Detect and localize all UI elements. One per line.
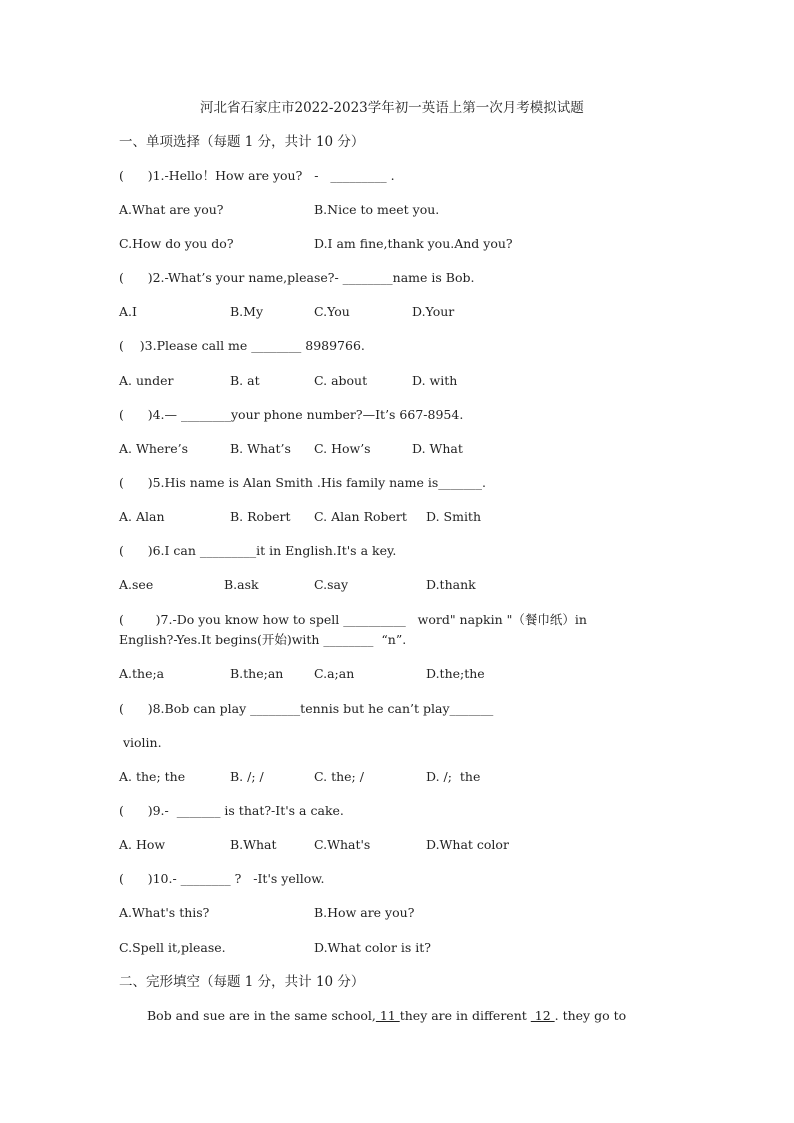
question-6-stem: ( )6.I can _________it in English.It's a key.	[119, 543, 397, 558]
question-7-stem-line2: English?-Yes.It begins(开始)with ________ “n”.	[119, 632, 407, 647]
question-4-stem: ( )4.— ________your phone number?—It’s 667-8954.	[119, 407, 464, 422]
question-3-stem: ( )3.Please call me ________ 8989766.	[119, 338, 365, 353]
exam-title: 河北省石家庄市2022-2023学年初一英语上第一次月考模拟试题	[200, 100, 584, 116]
question-2-option-c[interactable]: C.You	[314, 304, 350, 319]
section-1-heading: 一、单项选择（每题 1 分，共计 10 分）	[119, 134, 365, 150]
question-5-option-d[interactable]: D. Smith	[426, 509, 482, 524]
question-2-option-b[interactable]: B.My	[230, 304, 264, 319]
question-9-option-d[interactable]: D.What color	[426, 837, 509, 852]
question-4-option-b[interactable]: B. What’s	[230, 441, 291, 456]
question-3-option-b[interactable]: B. at	[230, 373, 260, 388]
question-5-option-b[interactable]: B. Robert	[230, 509, 291, 524]
question-6-option-c[interactable]: C.say	[314, 577, 349, 592]
question-5-stem: ( )5.His name is Alan Smith .His family name is_______.	[119, 475, 486, 490]
question-8-stem-line2: violin.	[119, 735, 162, 750]
cloze-blank-12[interactable]: 12	[530, 1008, 555, 1023]
cloze-text-mid: they are in different	[399, 1008, 527, 1023]
question-2-option-a[interactable]: A.I	[119, 304, 137, 319]
question-4-option-d[interactable]: D. What	[412, 441, 463, 456]
question-7-stem: ( )7.-Do you know how to spell __________ word" napkin "（餐巾纸）in	[119, 612, 587, 627]
question-7-option-a[interactable]: A.the;a	[119, 666, 165, 681]
question-4-option-a[interactable]: A. Where’s	[119, 441, 189, 456]
question-7-option-c[interactable]: C.a;an	[314, 666, 355, 681]
question-9-option-b[interactable]: B.What	[230, 837, 277, 852]
question-1-option-c[interactable]: C.How do you do?	[119, 236, 234, 251]
question-10-option-d[interactable]: D.What color is it?	[314, 940, 432, 955]
question-8-option-d[interactable]: D. /; the	[426, 769, 481, 784]
question-10-stem: ( )10.- ________ ? -It's yellow.	[119, 871, 325, 886]
question-8-option-c[interactable]: C. the; /	[314, 769, 364, 784]
cloze-text-end: . they go to	[554, 1008, 627, 1023]
question-10-option-c[interactable]: C.Spell it,please.	[119, 940, 226, 955]
question-1-option-a[interactable]: A.What are you?	[119, 202, 224, 217]
question-1-stem: ( )1.-Hello！How are you? - _________ .	[119, 168, 395, 183]
cloze-passage-line	[147, 1008, 626, 1024]
question-4-option-c[interactable]: C. How’s	[314, 441, 371, 456]
question-8-stem: ( )8.Bob can play ________tennis but he can’t play_______	[119, 701, 494, 716]
question-3-option-d[interactable]: D. with	[412, 373, 458, 388]
question-9-option-c[interactable]: C.What's	[314, 837, 371, 852]
question-6-option-d[interactable]: D.thank	[426, 577, 476, 592]
question-8-option-b[interactable]: B. /; /	[230, 769, 264, 784]
question-9-stem: ( )9.- _______ is that?-It's a cake.	[119, 803, 344, 818]
question-9-option-a[interactable]: A. How	[119, 837, 166, 852]
cloze-blank-11[interactable]: 11	[375, 1008, 400, 1023]
question-10-option-a[interactable]: A.What's this?	[119, 905, 210, 920]
section-2-heading: 二、完形填空（每题 1 分，共计 10 分）	[119, 974, 365, 990]
question-2-stem: ( )2.-What’s your name,please?- ________name is Bob.	[119, 270, 475, 285]
question-10-option-b[interactable]: B.How are you?	[314, 905, 415, 920]
question-6-option-a[interactable]: A.see	[119, 577, 154, 592]
question-7-option-b[interactable]: B.the;an	[230, 666, 284, 681]
question-7-option-d[interactable]: D.the;the	[426, 666, 485, 681]
question-5-option-c[interactable]: C. Alan Robert	[314, 509, 407, 524]
question-1-option-b[interactable]: B.Nice to meet you.	[314, 202, 440, 217]
question-3-option-a[interactable]: A. under	[119, 373, 174, 388]
cloze-text-start: Bob and sue are in the same school,	[147, 1008, 376, 1023]
question-1-option-d[interactable]: D.I am fine,thank you.And you?	[314, 236, 513, 251]
question-8-option-a[interactable]: A. the; the	[119, 769, 186, 784]
question-3-option-c[interactable]: C. about	[314, 373, 368, 388]
question-5-option-a[interactable]: A. Alan	[119, 509, 165, 524]
question-6-option-b[interactable]: B.ask	[224, 577, 259, 592]
question-2-option-d[interactable]: D.Your	[412, 304, 455, 319]
